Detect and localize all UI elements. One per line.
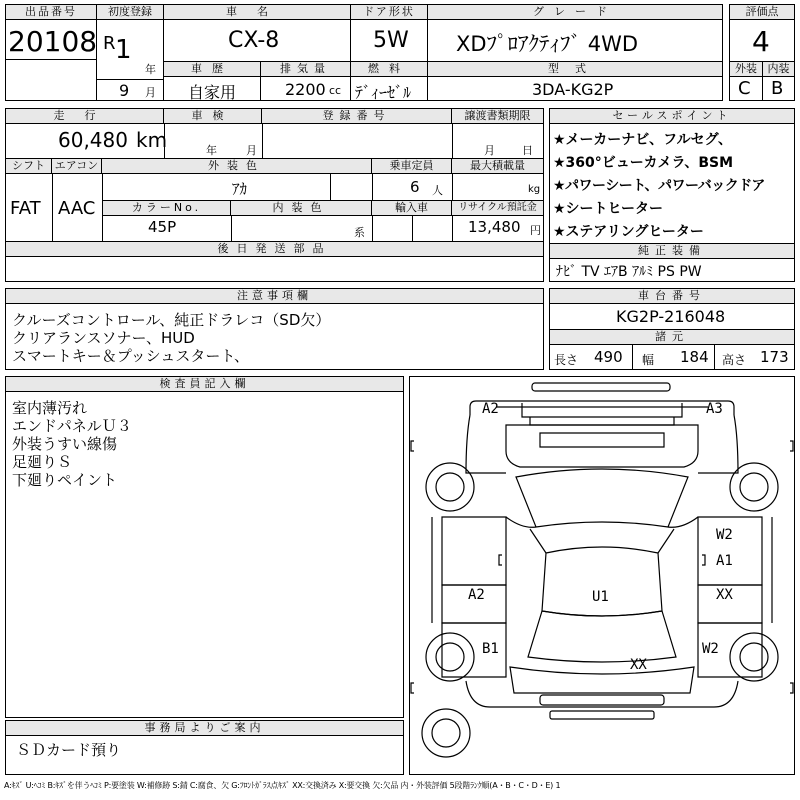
- recycle-label: リサイクル預託金: [452, 201, 543, 216]
- doors-cell: [350, 4, 428, 62]
- displacement-unit: cc: [329, 84, 342, 97]
- inspector-line: 足廻りＳ: [12, 453, 73, 471]
- max-load-label: 最大積載量: [452, 159, 543, 174]
- score-label: 評価点: [730, 5, 794, 20]
- notes-label: 注意事項欄: [6, 289, 543, 304]
- int-color-label: 内装色: [231, 201, 372, 216]
- color-no-value: 45P: [148, 218, 177, 236]
- lot-number-label: 出品番号: [6, 5, 96, 20]
- ac-label: エアコン: [52, 159, 102, 174]
- chassis-number: KG2P-216048: [616, 307, 726, 326]
- height-label: 高さ: [722, 353, 747, 367]
- model-cell: [163, 4, 351, 62]
- reg-no-label: 登録番号: [262, 109, 452, 124]
- era: R: [103, 33, 116, 54]
- genuine-equipment-value: ﾅﾋﾞ TV ｴｱB ｱﾙﾐ PS PW: [556, 264, 702, 280]
- office-text: ＳＤカード預り: [16, 741, 122, 759]
- import-label: 輸入車: [372, 201, 452, 216]
- car-body-diagram: [410, 377, 794, 774]
- transfer-day-unit: 日: [522, 144, 533, 157]
- fuel-label: 燃料: [351, 62, 427, 77]
- note-line: スマートキー＆プッシュスタート、: [12, 347, 250, 365]
- history-cell: [163, 61, 261, 101]
- type-value: 3DA-KG2P: [532, 80, 614, 99]
- int-color-unit: 系: [354, 226, 365, 239]
- inspector-line: 外装うすい線傷: [12, 435, 118, 453]
- exterior-grade: C: [738, 78, 751, 99]
- lot-blank-cell: [5, 59, 97, 101]
- recycle-unit: 円: [530, 224, 541, 237]
- history-label: 車歴: [164, 62, 260, 77]
- inspector-line: 下廻りペイント: [12, 471, 118, 489]
- type-cell: [427, 61, 723, 101]
- score-cell: [729, 4, 795, 62]
- sales-point-item: ★パワーシート、パワーバックドア: [553, 178, 765, 194]
- first-reg-label: 初度登録: [97, 5, 163, 20]
- damage-mark-w2-rear: W2: [702, 641, 719, 657]
- first-reg-month: 9: [119, 81, 130, 100]
- notes-box: [5, 288, 544, 370]
- fuel-cell: [350, 61, 428, 101]
- later-parts-label: 後日発送部品: [6, 242, 543, 257]
- history-value: 自家用: [188, 83, 237, 102]
- inspector-box: [5, 376, 404, 718]
- damage-mark-u1-roof: U1: [592, 589, 609, 605]
- year-unit: 年: [145, 63, 156, 76]
- height-value: 173: [760, 348, 789, 366]
- ext-color-label: 外装色: [102, 159, 372, 174]
- first-reg-month-cell: [96, 79, 164, 101]
- first-reg-cell: [96, 4, 164, 80]
- damage-mark-w2-right: W2: [716, 527, 733, 543]
- lot-number: 20108: [8, 25, 98, 58]
- model-name: CX-8: [228, 28, 280, 53]
- fuel-value: ﾃﾞｨｰｾﾞﾙ: [355, 83, 412, 102]
- shift-label: シフト: [6, 159, 52, 174]
- grade-cell: [427, 4, 723, 62]
- damage-mark-a2-front: A2: [482, 401, 499, 417]
- exterior-label: 外装: [730, 62, 762, 77]
- width-value: 184: [680, 348, 709, 366]
- legend-text: A:ｷｽﾞ U:ﾍｺﾐ B:ｷｽﾞを伴うﾍｺﾐ P:要塗装 W:補修跡 S:錆 C:腐食、欠 G:ﾌﾛﾝﾄｶﾞﾗｽ点ｷｽﾞ XX:交換済み X:要交換 欠:欠品 内・外装評価 5段階ﾗﾝｸ順(A・B・C・D・E) 1: [4, 781, 561, 790]
- mileage-value: 60,480: [58, 128, 128, 152]
- doors-label: ドア形状: [351, 5, 427, 20]
- color-no-label: カラーNo.: [103, 201, 231, 216]
- note-line: クルーズコントロール、純正ドラレコ（SD欠）: [12, 311, 331, 329]
- ac-value: AAC: [58, 198, 96, 219]
- grade-value: XDﾌﾟﾛｱｸﾃｨﾌﾞ 4WD: [456, 32, 639, 56]
- specs-label: 諸元: [550, 329, 794, 345]
- mileage-unit: km: [136, 128, 168, 152]
- interior-label: 内装: [763, 62, 794, 77]
- interior-cell: [762, 61, 795, 101]
- lot-number-cell: [5, 4, 97, 60]
- interior-grade: B: [771, 78, 784, 99]
- chassis-label: 車台番号: [550, 289, 794, 304]
- damage-mark-b1-left: B1: [482, 641, 499, 657]
- damage-mark-a2-left: A2: [468, 587, 485, 603]
- inspector-line: 室内薄汚れ: [12, 399, 88, 417]
- displacement-label: 排気量: [261, 62, 350, 77]
- length-label: 長さ: [554, 353, 579, 367]
- car-diagram-box: [409, 376, 795, 775]
- genuine-equipment-label: 純正装備: [550, 243, 794, 259]
- first-reg-year: 1: [115, 35, 132, 65]
- capacity-value: 6: [410, 178, 420, 196]
- sales-point-item: ★シートヒーター: [553, 201, 663, 217]
- shift-value: FAT: [10, 198, 41, 219]
- damage-mark-xx-rear: XX: [630, 657, 647, 673]
- inspector-line: エンドパネルＵ３: [12, 417, 132, 435]
- max-load-unit: kg: [528, 184, 541, 195]
- transfer-month-unit: 月: [484, 144, 495, 157]
- width-label: 幅: [642, 353, 655, 367]
- sales-point-item: ★360°ビューカメラ、BSM: [553, 155, 734, 171]
- capacity-label: 乗車定員: [372, 159, 452, 174]
- model-label: 車名: [164, 5, 350, 20]
- insp-month-unit: 月: [246, 144, 257, 157]
- displacement-cell: [260, 61, 351, 101]
- sales-points-box: [549, 108, 795, 282]
- recycle-value: 13,480: [468, 218, 521, 236]
- month-unit: 月: [145, 86, 156, 99]
- score-value: 4: [752, 25, 770, 58]
- grade-label: グレード: [428, 5, 722, 20]
- inspector-label: 検査員記入欄: [6, 377, 403, 392]
- chassis-box: [549, 288, 795, 370]
- type-label: 型式: [428, 62, 722, 77]
- damage-mark-a1-right: A1: [716, 553, 733, 569]
- displacement-value: 2200: [285, 80, 326, 99]
- damage-mark-xx-right: XX: [716, 587, 733, 603]
- office-label: 事務局よりご案内: [6, 721, 403, 736]
- note-line: クリアランスソナー、HUD: [12, 329, 195, 347]
- sales-point-item: ★メーカーナビ、フルセグ、: [553, 132, 733, 148]
- capacity-unit: 人: [432, 184, 443, 197]
- exterior-cell: [729, 61, 763, 101]
- ext-color-value: ｱｶ: [232, 180, 248, 198]
- inspection-label: 車検: [164, 109, 262, 124]
- length-value: 490: [594, 348, 623, 366]
- sales-points-label: セールスポイント: [550, 109, 794, 124]
- transfer-label: 譲渡書類期限: [452, 109, 543, 124]
- sales-point-item: ★ステアリングヒーター: [553, 224, 704, 240]
- damage-mark-a3-front: A3: [706, 401, 723, 417]
- insp-year-unit: 年: [206, 144, 217, 157]
- office-box: [5, 720, 404, 775]
- doors-value: 5W: [373, 28, 409, 53]
- mileage-label: 走行: [6, 109, 164, 124]
